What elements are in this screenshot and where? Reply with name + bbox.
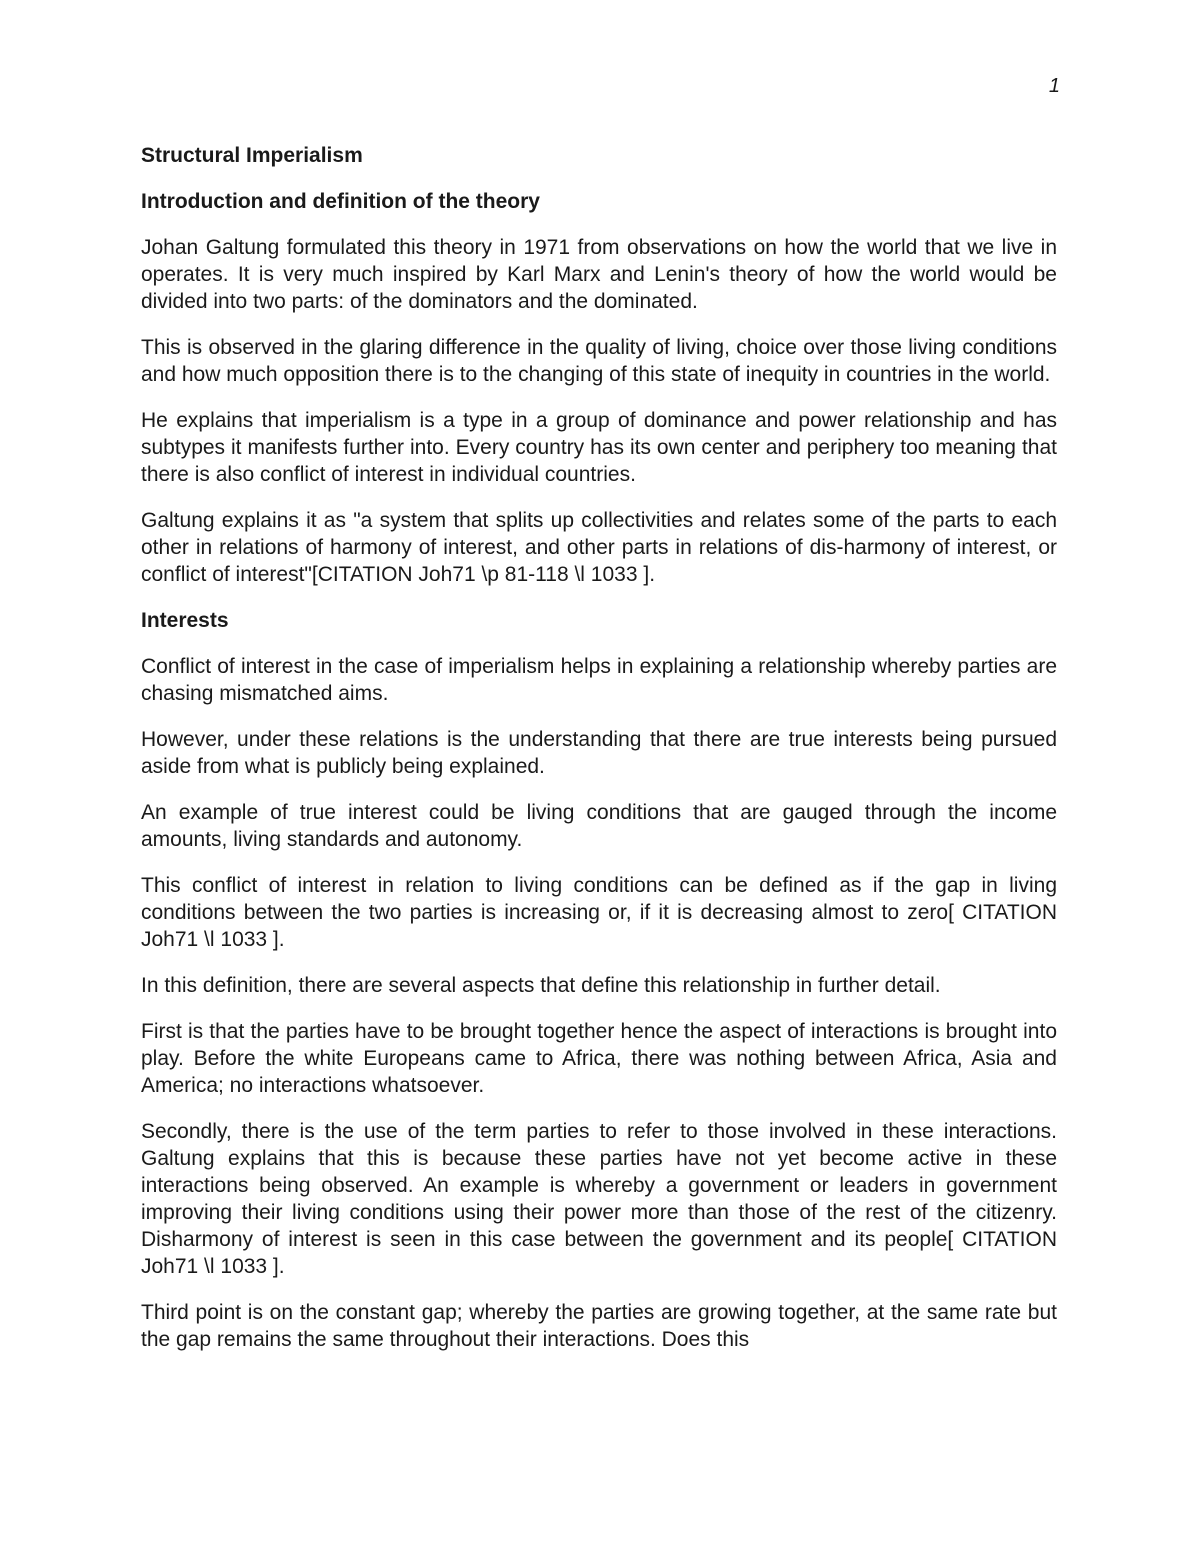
paragraph: Johan Galtung formulated this theory in 1971 from observations on how the world that we live in operates. It is very much inspired by Karl Marx and Lenin's theory of how the world would be divided into two parts: of the dominators and the dominated. bbox=[141, 236, 1057, 313]
paragraph: This is observed in the glaring difference in the quality of living, choice over those living conditions and how much opposition there is to the changing of this state of inequity in countries in the world. bbox=[141, 336, 1057, 386]
paragraph: He explains that imperialism is a type in a group of dominance and power relationship and has subtypes it manifests further into. Every country has its own center and periphery too meaning that there is also conflict of interest in individual countries. bbox=[141, 409, 1057, 486]
section-heading-interests: Interests bbox=[141, 609, 229, 632]
section-heading-introduction: Introduction and definition of the theory bbox=[141, 190, 540, 213]
paragraph: This conflict of interest in relation to living conditions can be defined as if the gap in living conditions between the two parties is increasing or, if it is decreasing almost to zero[ CITATION Joh71 \l 1033 ]. bbox=[141, 874, 1057, 951]
page-number: 1 bbox=[1048, 75, 1060, 97]
paragraph: However, under these relations is the understanding that there are true interests being pursued aside from what is publicly being explained. bbox=[141, 728, 1057, 778]
paragraph: An example of true interest could be living conditions that are gauged through the income amounts, living standards and autonomy. bbox=[141, 801, 1057, 851]
paragraph: Secondly, there is the use of the term parties to refer to those involved in these interactions. Galtung explains that this is because these parties have not yet become active in these interactions being observed. An example is whereby a government or leaders in government improving their living conditions using their power more than those of the rest of the citizenry. Disharmony of interest is seen in this case between the government and its people[ CITATION Joh71 \l 1033 ]. bbox=[141, 1120, 1057, 1278]
paragraph: Third point is on the constant gap; whereby the parties are growing together, at the same rate but the gap remains the same throughout their interactions. Does this bbox=[141, 1301, 1057, 1351]
document-title: Structural Imperialism bbox=[141, 144, 363, 167]
paragraph: Galtung explains it as "a system that splits up collectivities and relates some of the parts to each other in relations of harmony of interest, and other parts in relations of dis-harmony of interest, or conflict of interest"[CITATION Joh71 \p 81-118 \l 1033 ]. bbox=[141, 509, 1057, 586]
document-content bbox=[141, 142, 1057, 1372]
paragraph: Conflict of interest in the case of imperialism helps in explaining a relationship whereby parties are chasing mismatched aims. bbox=[141, 655, 1057, 705]
paragraph: First is that the parties have to be brought together hence the aspect of interactions is brought into play. Before the white Europeans came to Africa, there was nothing between Africa, Asia and America; no interactions whatsoever. bbox=[141, 1020, 1057, 1097]
paragraph: In this definition, there are several aspects that define this relationship in further detail. bbox=[141, 974, 941, 997]
